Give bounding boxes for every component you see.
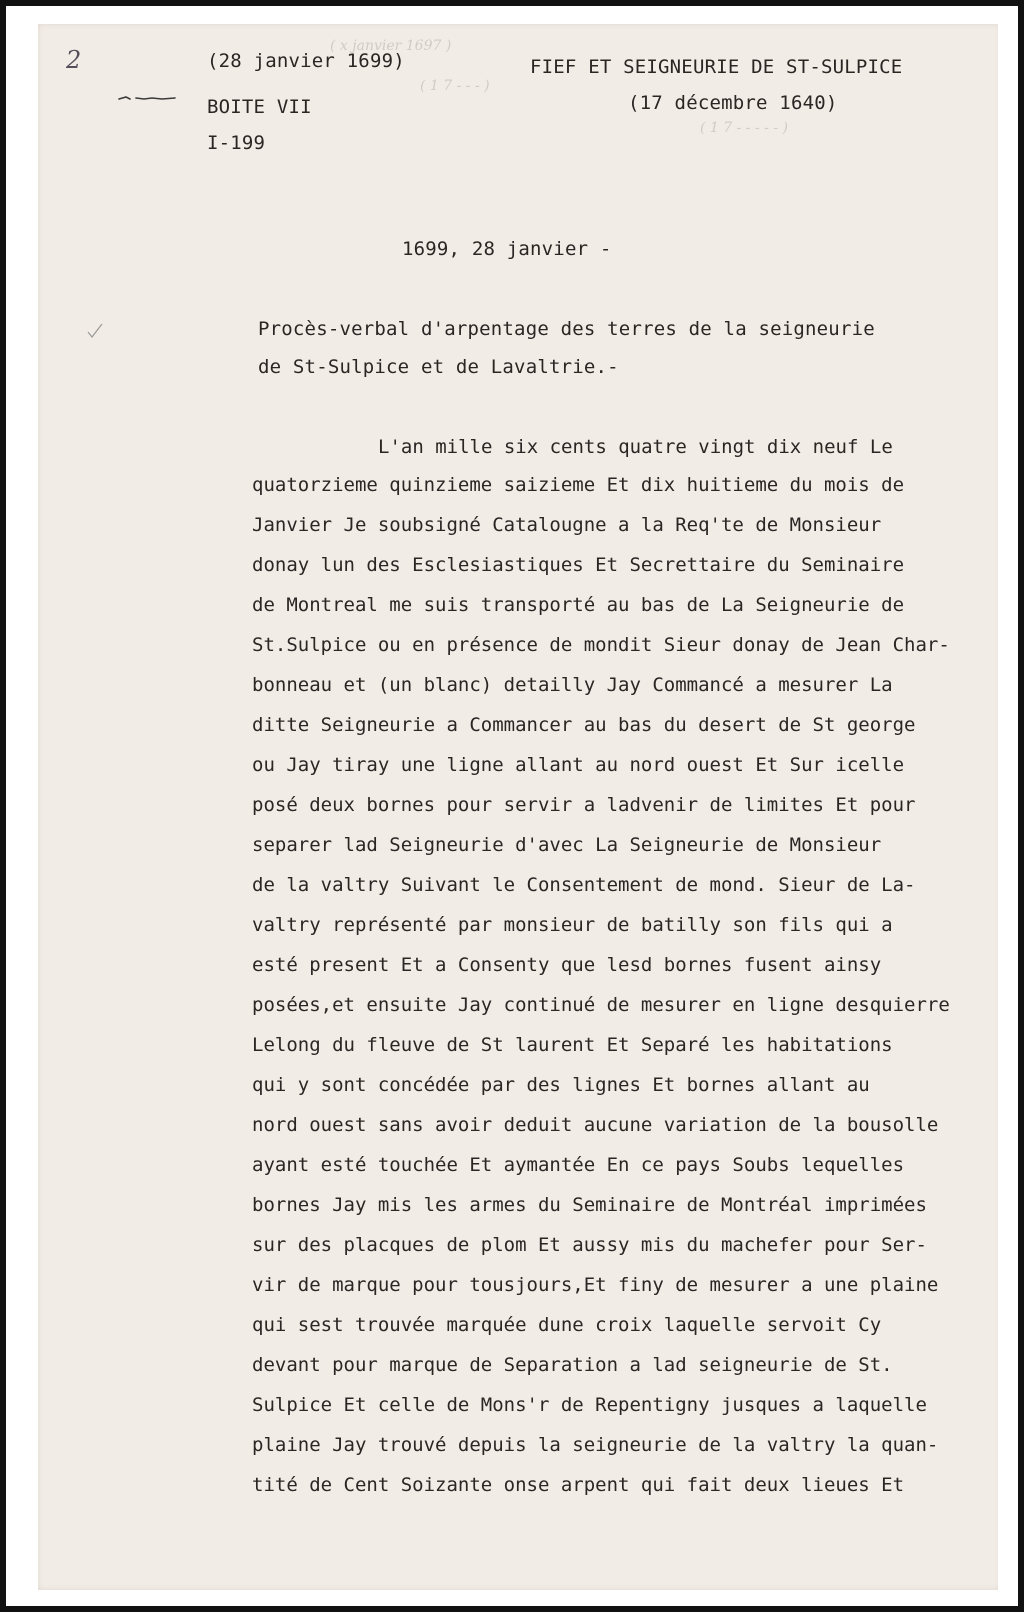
- summary-line: Procès-verbal d'arpentage des terres de la seigneurie: [258, 318, 875, 340]
- body-line: nord ouest sans avoir deduit aucune variation de la bousolle: [252, 1114, 939, 1136]
- margin-page-number: 2: [66, 46, 82, 74]
- bleed-through-text: ( 1 7 - - - ): [420, 78, 490, 94]
- body-line: posé deux bornes pour servir a ladvenir de limites Et pour: [252, 794, 916, 816]
- entry-date: 1699, 28 janvier -: [402, 238, 612, 260]
- pencil-check-mark: [86, 322, 104, 340]
- title-date: (17 décembre 1640): [628, 92, 838, 114]
- header-date: (28 janvier 1699): [207, 50, 405, 72]
- body-line: quatorzieme quinzieme saizieme Et dix huitieme du mois de: [252, 474, 905, 496]
- body-line: St.Sulpice ou en présence de mondit Sieur donay de Jean Char-: [252, 634, 950, 656]
- body-line: valtry représenté par monsieur de batilly son fils qui a: [252, 914, 893, 936]
- body-line: vir de marque pour tousjours,Et finy de mesurer a une plaine: [252, 1274, 939, 1296]
- body-line: donay lun des Esclesiastiques Et Secrettaire du Seminaire: [252, 554, 905, 576]
- body-line: posées,et ensuite Jay continué de mesurer en ligne desquierre: [252, 994, 950, 1016]
- summary-line: de St-Sulpice et de Lavaltrie.-: [258, 356, 619, 378]
- body-line: separer lad Seigneurie d'avec La Seigneurie de Monsieur: [252, 834, 882, 856]
- body-line: Lelong du fleuve de St laurent Et Separé les habitations: [252, 1034, 893, 1056]
- body-line: Janvier Je soubsigné Catalougne a la Req'te de Monsieur: [252, 514, 882, 536]
- body-line: esté present Et a Consenty que lesd bornes fusent ainsy: [252, 954, 882, 976]
- body-line: de la valtry Suivant le Consentement de mond. Sieur de La-: [252, 874, 916, 896]
- body-line: ou Jay tiray une ligne allant au nord ouest Et Sur icelle: [252, 754, 905, 776]
- body-line: L'an mille six cents quatre vingt dix neuf Le: [378, 436, 893, 458]
- body-line: sur des placques de plom Et aussy mis du machefer pour Ser-: [252, 1234, 927, 1256]
- body-line: devant pour marque de Separation a lad seigneurie de St.: [252, 1354, 893, 1376]
- pencil-dash-mark: [118, 94, 176, 102]
- body-line: Sulpice Et celle de Mons'r de Repentigny jusques a laquelle: [252, 1394, 927, 1416]
- body-line: qui y sont concédée par des lignes Et bornes allant au: [252, 1074, 870, 1096]
- bleed-through-text: ( x janvier 1697 ): [330, 38, 452, 54]
- bleed-through-text: ( 1 7 - - - - - ): [700, 120, 788, 136]
- box-number: BOITE VII: [207, 96, 312, 118]
- reference-number: I-199: [207, 132, 266, 154]
- body-line: bonneau et (un blanc) detailly Jay Commancé a mesurer La: [252, 674, 893, 696]
- body-line: ditte Seigneurie a Commancer au bas du desert de St george: [252, 714, 916, 736]
- body-line: plaine Jay trouvé depuis la seigneurie de la valtry la quan-: [252, 1434, 939, 1456]
- body-line: de Montreal me suis transporté au bas de La Seigneurie de: [252, 594, 905, 616]
- body-line: tité de Cent Soizante onse arpent qui fait deux lieues Et: [252, 1474, 905, 1496]
- body-line: qui sest trouvée marquée dune croix laquelle servoit Cy: [252, 1314, 882, 1336]
- body-line: ayant esté touchée Et aymantée En ce pays Soubs lequelles: [252, 1154, 905, 1176]
- body-line: bornes Jay mis les armes du Seminaire de Montréal imprimées: [252, 1194, 927, 1216]
- page-edge: [998, 24, 1018, 1590]
- document-title: FIEF ET SEIGNEURIE DE ST-SULPICE: [530, 56, 903, 78]
